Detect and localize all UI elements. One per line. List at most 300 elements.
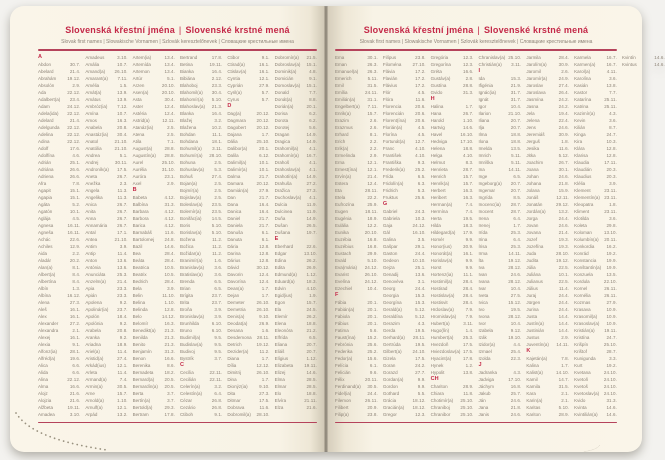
nameday-date: 2.5. <box>214 194 223 200</box>
name-label: Hubert(a) <box>430 320 450 326</box>
name-entry <box>478 348 521 355</box>
name-entry <box>275 264 317 271</box>
name-label: Atila <box>132 138 142 144</box>
name-entry <box>335 61 378 68</box>
nameday-date: 29.3. <box>164 404 175 410</box>
name-label: Emilián(a) <box>335 96 356 102</box>
name-entry <box>227 236 269 243</box>
name-label: Filibert <box>335 404 349 410</box>
name-label: Herta <box>430 215 442 221</box>
name-label: Dimitrij <box>227 369 242 375</box>
nameday-date: 26.7. <box>117 208 128 214</box>
nameday-date: 1.6. <box>261 327 270 333</box>
name-label: Dalimil(a) <box>227 159 247 165</box>
nameday-date: 11.2. <box>212 250 223 256</box>
nameday-date: 28.4. <box>462 278 474 284</box>
name-label: Georgína <box>382 299 402 305</box>
nameday-date: 3.3. <box>609 355 617 361</box>
name-entry <box>275 173 317 180</box>
nameday-date: 31.3. <box>164 201 175 207</box>
letter-header: E <box>274 235 279 242</box>
nameday-date: 20.7. <box>510 180 522 186</box>
name-entry <box>275 166 317 173</box>
name-entry <box>180 390 222 397</box>
nameday-date: 28.7. <box>606 348 617 354</box>
nameday-date: 8.8. <box>309 96 317 102</box>
name-entry <box>478 75 521 82</box>
nameday-date: 16.8. <box>367 243 378 249</box>
name-label: Amália <box>85 61 100 67</box>
nameday-date: 21.11. <box>304 397 317 403</box>
name-label: Gréta <box>430 68 442 74</box>
nameday-date: 11.4. <box>117 250 128 256</box>
name-label: Cyrus <box>227 96 240 102</box>
nameday-date: 26.4. <box>558 89 570 95</box>
nameday-date: 26.11. <box>604 292 617 298</box>
name-label: Ján <box>478 397 486 403</box>
nameday-date: 24.12. <box>364 278 378 284</box>
nameday-date: 3.6. <box>609 215 617 221</box>
name-entry <box>38 222 80 229</box>
nameday-date: 16.6. <box>164 355 175 361</box>
nameday-date: 26.8. <box>211 404 223 410</box>
nameday-date: 25.3. <box>510 229 522 235</box>
nameday-date: 13.8. <box>606 82 617 88</box>
nameday-date: 13.6. <box>117 257 128 263</box>
name-label: Eugénia <box>335 215 352 221</box>
name-entry <box>526 208 569 215</box>
name-entry <box>38 355 80 362</box>
nameday-date: 10.3. <box>606 138 617 144</box>
name-entry <box>526 82 569 89</box>
name-entry <box>227 110 269 117</box>
name-label: Agatón <box>38 208 53 214</box>
name-entry <box>574 271 617 278</box>
name-label: Bertram <box>132 411 149 417</box>
name-label: Frederik(a) <box>382 166 405 172</box>
nameday-date: 17.9. <box>462 229 474 235</box>
name-label: Eberhard <box>274 243 294 249</box>
nameday-date: 5.11. <box>367 75 378 81</box>
name-label: Bertrand <box>179 54 198 60</box>
nameday-date: 4.12. <box>164 194 175 200</box>
name-label: Astrid(a) <box>132 117 150 123</box>
name-entry <box>383 131 426 138</box>
name-entry <box>526 369 569 376</box>
nameday-date: 10.4. <box>510 285 522 291</box>
name-label: Bela <box>132 285 142 291</box>
name-label: Barbora <box>132 215 149 221</box>
nameday-date: 25.11. <box>604 103 617 109</box>
nameday-date: 20.6. <box>415 110 426 116</box>
name-entry <box>383 103 426 110</box>
name-label: Bertold(a) <box>132 404 153 410</box>
name-label: Krasoslav(a) <box>574 320 600 326</box>
nameday-date: 18.3. <box>306 278 317 284</box>
name-label: Karmela <box>574 54 591 60</box>
name-label: Izidor(a) <box>478 341 495 347</box>
name-entry <box>574 390 617 397</box>
name-label: Apolinár(ia) <box>85 306 109 312</box>
name-entry <box>133 54 175 61</box>
name-label: Artemída <box>132 61 151 67</box>
name-label: Dárius <box>227 257 241 263</box>
nameday-date: 31.3. <box>606 397 617 403</box>
name-entry <box>133 131 175 138</box>
name-entry <box>275 390 317 397</box>
name-label: Arleta <box>85 369 98 375</box>
nameday-date: 3.2. <box>214 383 223 389</box>
nameday-date: 30.11. <box>114 159 128 165</box>
name-entry <box>526 299 569 306</box>
name-entry <box>38 285 80 292</box>
name-entry <box>38 208 80 215</box>
name-entry <box>574 313 617 320</box>
nameday-date: 19.6. <box>69 355 81 361</box>
name-entry <box>38 103 80 110</box>
name-label: Drahoslav(a) <box>274 166 301 172</box>
name-label: Alena <box>38 299 50 305</box>
nameday-date: 7.11. <box>117 75 128 81</box>
name-label: Ilarion <box>478 110 491 116</box>
name-entry <box>383 75 426 82</box>
name-label: Bronislav(a) <box>179 313 204 319</box>
name-label: Adelard <box>38 117 54 123</box>
name-label: Daniel <box>227 215 241 221</box>
name-label: Jesika <box>526 145 540 151</box>
book-gutter <box>324 6 328 452</box>
nameday-date: 21.3. <box>164 327 175 333</box>
name-label: Dobromil(a) <box>227 411 251 417</box>
name-label: Benon <box>132 355 146 361</box>
nameday-date: 10.9. <box>606 306 617 312</box>
nameday-date: 25.2. <box>367 348 378 354</box>
name-label: Dina <box>227 376 237 382</box>
nameday-date: 14.4. <box>558 313 570 319</box>
name-entry <box>574 89 617 96</box>
nameday-date: 20.8. <box>117 124 128 130</box>
name-entry <box>85 96 127 103</box>
name-entry <box>85 341 127 348</box>
nameday-date: 18.11. <box>365 208 378 214</box>
name-label: Kariton <box>526 411 541 417</box>
name-label: Arnold(a) <box>85 397 104 403</box>
name-label: Kvintilián(a) <box>574 411 598 417</box>
name-label: Hvezdoň <box>430 341 449 347</box>
nameday-date: 17.2. <box>415 75 426 81</box>
name-label: Ela <box>274 306 282 312</box>
nameday-date: 16.1. <box>69 306 81 312</box>
name-label: Cyprián <box>227 82 243 88</box>
nameday-date: 11.3. <box>117 187 128 193</box>
name-entry <box>227 348 269 355</box>
name-label: Anežka <box>85 180 101 186</box>
name-label: Dejan <box>227 292 240 298</box>
name-label: Elizej <box>274 369 286 375</box>
name-label: Elena <box>274 320 287 326</box>
nameday-date: 6.4. <box>214 390 223 396</box>
name-entry <box>180 145 222 152</box>
nameday-date: 14.7. <box>558 376 570 382</box>
name-entry <box>383 96 426 103</box>
name-entry <box>526 271 569 278</box>
nameday-date: 14.6. <box>606 404 617 410</box>
name-label: Imriška <box>478 159 493 165</box>
name-label: Apián <box>85 292 97 298</box>
name-label: Gustáv(a) <box>430 75 451 81</box>
nameday-date: 7.9. <box>465 306 474 312</box>
nameday-date: 16.4. <box>211 110 223 116</box>
nameday-date: 13.2. <box>558 208 570 214</box>
name-label: Amélia <box>85 82 100 88</box>
corner-arc-decoration <box>542 445 642 452</box>
name-entry <box>335 138 378 145</box>
name-label: Bojislav(a) <box>179 194 201 200</box>
nameday-date: 19.5. <box>415 327 426 333</box>
nameday-date: 14.6. <box>654 54 665 60</box>
name-label: Jozef <box>526 236 538 242</box>
name-entry <box>227 257 269 264</box>
name-label: Božena <box>179 236 196 242</box>
nameday-date: 5.1. <box>119 152 128 158</box>
name-entry <box>133 271 175 278</box>
name-label: Írisa <box>478 243 487 249</box>
name-entry <box>133 117 175 124</box>
nameday-date: 26.11. <box>604 285 617 291</box>
name-entry <box>275 89 317 96</box>
nameday-date: 8.4. <box>72 271 81 277</box>
name-label: Aglája <box>38 215 51 221</box>
name-entry <box>526 75 569 82</box>
name-entry <box>180 306 222 313</box>
name-entry <box>574 243 617 250</box>
name-entry <box>38 383 80 390</box>
name-entry <box>133 152 175 159</box>
name-label: August(a) <box>132 145 153 151</box>
name-label: Artem(ia) <box>132 54 152 60</box>
name-entry <box>275 404 317 411</box>
name-label: Antip <box>85 250 96 256</box>
open-diary-book <box>10 6 665 452</box>
name-entry <box>383 229 426 236</box>
nameday-date: 11.2. <box>259 348 270 354</box>
nameday-date: 25.6. <box>367 341 378 347</box>
name-entry <box>227 271 269 278</box>
nameday-date: 13.2. <box>117 411 128 417</box>
name-entry <box>227 278 269 285</box>
name-entry <box>383 117 426 124</box>
name-entry <box>431 54 474 61</box>
name-label: Jaromír(a) <box>526 75 548 81</box>
name-entry <box>38 306 80 313</box>
name-entry <box>574 341 617 348</box>
name-entry <box>133 278 175 285</box>
name-entry <box>383 404 426 411</box>
name-entry <box>478 278 521 285</box>
nameday-date: 17.2. <box>415 68 426 74</box>
name-entry <box>431 180 474 187</box>
name-entry <box>133 306 175 313</box>
name-label: Klára <box>574 145 585 151</box>
title-separator: | <box>477 25 480 35</box>
nameday-date: 7.9. <box>465 313 474 319</box>
name-entry <box>431 194 474 201</box>
name-label: Anunciáta <box>85 271 106 277</box>
name-label: Hugo(lín) <box>430 327 450 333</box>
nameday-date: 3.9. <box>214 306 223 312</box>
name-entry <box>526 124 569 131</box>
name-entry <box>431 152 474 159</box>
name-label: Duňa <box>274 215 286 221</box>
nameday-date: 18.12. <box>412 404 426 410</box>
name-entry <box>38 131 80 138</box>
name-entry <box>574 159 617 166</box>
right-page-content <box>335 6 665 452</box>
nameday-date: 13.9. <box>117 96 128 102</box>
nameday-date: 18.12. <box>412 397 426 403</box>
name-entry <box>227 404 269 411</box>
nameday-date: 14.9. <box>306 131 317 137</box>
name-entry <box>383 334 426 341</box>
name-label: Georgia <box>382 292 399 298</box>
nameday-date: 16.8. <box>510 383 522 389</box>
name-label: Gordon <box>382 383 398 389</box>
nameday-date: 13.4. <box>164 61 175 67</box>
nameday-date: 17.5. <box>259 397 270 403</box>
nameday-date: 20.10. <box>364 229 378 235</box>
name-label: Izák <box>478 334 487 340</box>
name-entry <box>478 194 521 201</box>
name-entry <box>574 152 617 159</box>
name-label: Alan(a) <box>38 264 53 270</box>
nameday-date: 27.3. <box>259 390 270 396</box>
name-entry <box>85 103 127 110</box>
nameday-date: 1.12. <box>306 271 317 277</box>
nameday-date: 25.3. <box>117 271 128 277</box>
nameday-date: 24.6. <box>510 271 522 277</box>
nameday-date: 16.4. <box>259 208 270 214</box>
name-entry <box>526 103 569 110</box>
nameday-date: 13.9. <box>117 89 128 95</box>
name-label: Astéria <box>132 110 147 116</box>
nameday-date: 23.5. <box>211 201 223 207</box>
name-entry <box>335 257 378 264</box>
nameday-date: 20.1. <box>367 306 378 312</box>
nameday-date: 2.12. <box>211 75 223 81</box>
name-entry <box>133 355 175 362</box>
nameday-date: 3.9. <box>214 313 223 319</box>
nameday-date: 2.3. <box>119 180 128 186</box>
name-entry <box>227 187 269 194</box>
name-entry <box>227 222 269 229</box>
name-entry <box>526 152 569 159</box>
name-entry <box>431 348 474 355</box>
name-entry <box>180 299 222 306</box>
name-entry <box>275 369 317 376</box>
name-label: Kazimír(a) <box>574 110 595 116</box>
nameday-date: 16.1. <box>462 250 474 256</box>
nameday-date: 25.3. <box>462 334 474 340</box>
name-entry <box>38 250 80 257</box>
nameday-date: 16.3. <box>462 194 474 200</box>
name-entry <box>85 173 127 180</box>
name-label: Homér <box>430 236 445 242</box>
nameday-date: 14.11. <box>508 166 522 172</box>
name-entry <box>180 201 222 208</box>
name-entry <box>180 313 222 320</box>
name-entry <box>383 320 426 327</box>
name-label: Abrahám <box>38 75 57 81</box>
name-label: Jaroslav <box>526 82 544 88</box>
nameday-date: 22.12. <box>67 376 81 382</box>
name-label: Belomír <box>132 320 149 326</box>
name-label: Anatol <box>85 138 99 144</box>
name-label: Gilbert(a) <box>382 348 402 354</box>
nameday-date: 23.7. <box>117 306 128 312</box>
name-entry <box>227 54 269 61</box>
name-label: Donald <box>274 89 289 95</box>
name-entry <box>275 257 317 264</box>
nameday-date: 24.4. <box>415 285 426 291</box>
name-entry <box>85 348 127 355</box>
name-entry <box>180 152 222 159</box>
name-label: Fridrich <box>382 187 398 193</box>
nameday-date: 22.12. <box>67 110 81 116</box>
name-label: Júlia <box>526 264 536 270</box>
name-entry <box>383 362 426 369</box>
nameday-date: 21.3. <box>164 341 175 347</box>
name-entry <box>383 159 426 166</box>
letter-header: C <box>179 361 184 368</box>
nameday-date: 16.7. <box>606 54 617 60</box>
name-label: Danuta <box>227 236 242 242</box>
name-entry <box>431 229 474 236</box>
nameday-date: 28.8. <box>164 145 175 151</box>
nameday-date: 26.2. <box>306 313 317 319</box>
nameday-date: 5.3. <box>417 187 426 193</box>
nameday-date: 17.10. <box>508 376 522 382</box>
nameday-date: 10.4. <box>367 285 378 291</box>
name-label: Ivana <box>478 278 490 284</box>
name-entry <box>431 75 474 82</box>
nameday-date: 27.5. <box>510 292 522 298</box>
nameday-date: 6.2. <box>309 110 317 116</box>
nameday-date: 6.4. <box>513 236 522 242</box>
name-label: Diana <box>227 355 240 361</box>
name-label: Galina <box>382 236 396 242</box>
name-label: Ezechiel <box>335 285 353 291</box>
name-entry <box>383 355 426 362</box>
nameday-date: 19.12. <box>67 75 81 81</box>
nameday-date: 23.3. <box>117 292 128 298</box>
name-label: Darina <box>227 250 241 256</box>
name-label: Dušan <box>274 222 288 228</box>
nameday-date: 4.10. <box>306 285 317 291</box>
name-label: Kara <box>526 390 536 396</box>
name-label: Ferdinand(a) <box>335 383 361 389</box>
name-label: Adolfína <box>38 152 55 158</box>
name-label: Belo <box>132 313 142 319</box>
name-label: Bertín(a) <box>132 397 151 403</box>
nameday-date: 29.9. <box>367 250 378 256</box>
name-entry <box>478 236 521 243</box>
name-entry <box>180 215 222 222</box>
name-entry <box>431 187 474 194</box>
name-label: Elemír <box>274 313 288 319</box>
name-entry <box>180 229 222 236</box>
nameday-date: 15.1. <box>69 194 81 200</box>
nameday-date: 9.5. <box>214 348 223 354</box>
